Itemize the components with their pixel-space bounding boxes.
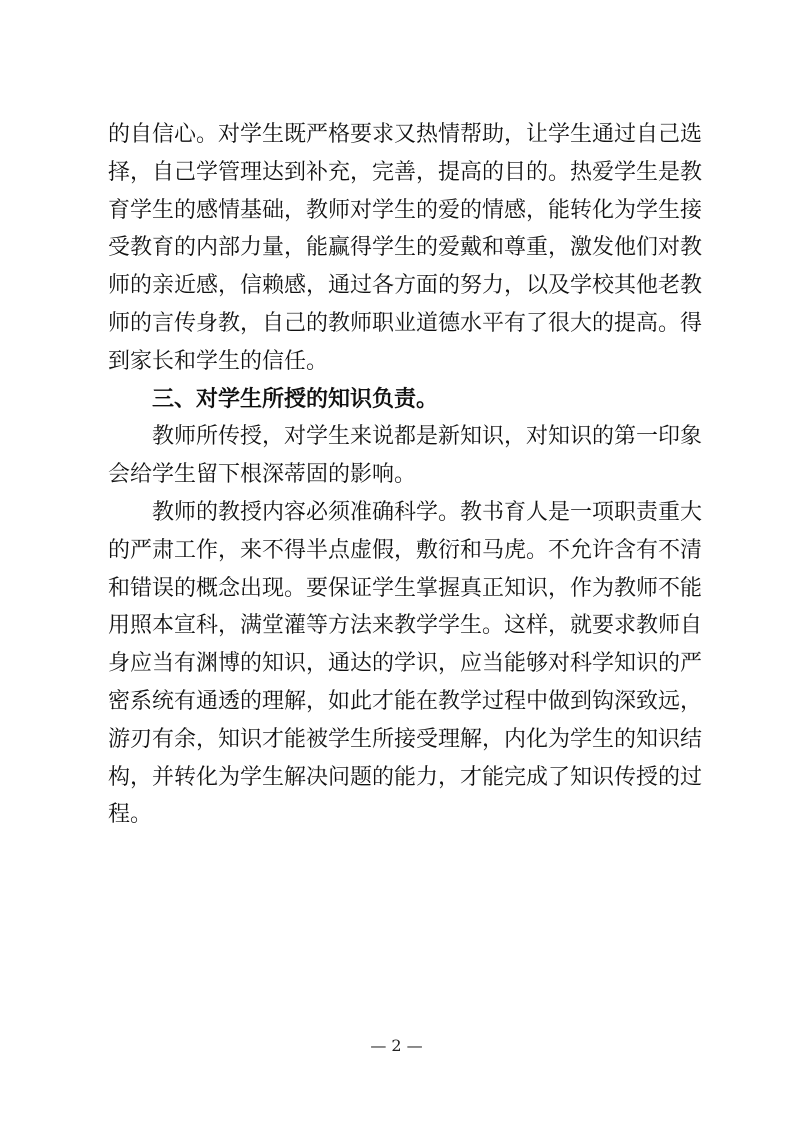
text-line: 教师的教授内容必须准确科学。教书育人是一项职责重大 bbox=[152, 499, 703, 525]
paragraph-3 bbox=[108, 494, 703, 834]
text-line: 构，并转化为学生解决问题的能力，才能完成了知识传授的过 bbox=[108, 764, 703, 790]
text-line: 身应当有渊博的知识，通达的学识，应当能够对科学知识的严 bbox=[108, 651, 703, 677]
text-line: 师的亲近感，信赖感，通过各方面的努力，以及学校其他老教 bbox=[108, 273, 703, 299]
text-line: 择，自己学管理达到补充，完善，提高的目的。热爱学生是教 bbox=[108, 159, 703, 185]
text-line: 会给学生留下根深蒂固的影响。 bbox=[108, 462, 417, 488]
text-line: 育学生的感情基础，教师对学生的爱的情感，能转化为学生接 bbox=[108, 197, 703, 223]
text-line: 受教育的内部力量，能赢得学生的爱戴和尊重，激发他们对教 bbox=[108, 235, 703, 261]
text-line: 用照本宣科，满堂灌等方法来教学学生。这样，就要求教师自 bbox=[108, 613, 703, 639]
document-body bbox=[108, 116, 703, 834]
page-number: — 2 — bbox=[370, 1036, 423, 1055]
section-heading-text: 三、对学生所授的知识负责。 bbox=[152, 386, 439, 412]
text-line: 的严肃工作，来不得半点虚假，敷衍和马虎。不允许含有不清 bbox=[108, 537, 703, 563]
section-heading bbox=[108, 381, 688, 419]
paragraph-2 bbox=[108, 418, 703, 494]
text-line: 师的言传身教，自己的教师职业道德水平有了很大的提高。得 bbox=[108, 310, 703, 336]
text-line: 密系统有通透的理解，如此才能在教学过程中做到钩深致远， bbox=[108, 688, 703, 714]
text-line: 的自信心。对学生既严格要求又热情帮助，让学生通过自己选 bbox=[108, 122, 703, 147]
text-line: 教师所传授，对学生来说都是新知识，对知识的第一印象 bbox=[152, 424, 703, 450]
text-line: 和错误的概念出现。要保证学生掌握真正知识，作为教师不能 bbox=[108, 575, 703, 601]
paragraph-1 bbox=[108, 116, 703, 381]
text-line: 到家长和学生的信任。 bbox=[108, 348, 329, 374]
text-line: 游刃有余，知识才能被学生所接受理解，内化为学生的知识结 bbox=[108, 726, 703, 752]
text-line: 程。 bbox=[108, 802, 153, 828]
